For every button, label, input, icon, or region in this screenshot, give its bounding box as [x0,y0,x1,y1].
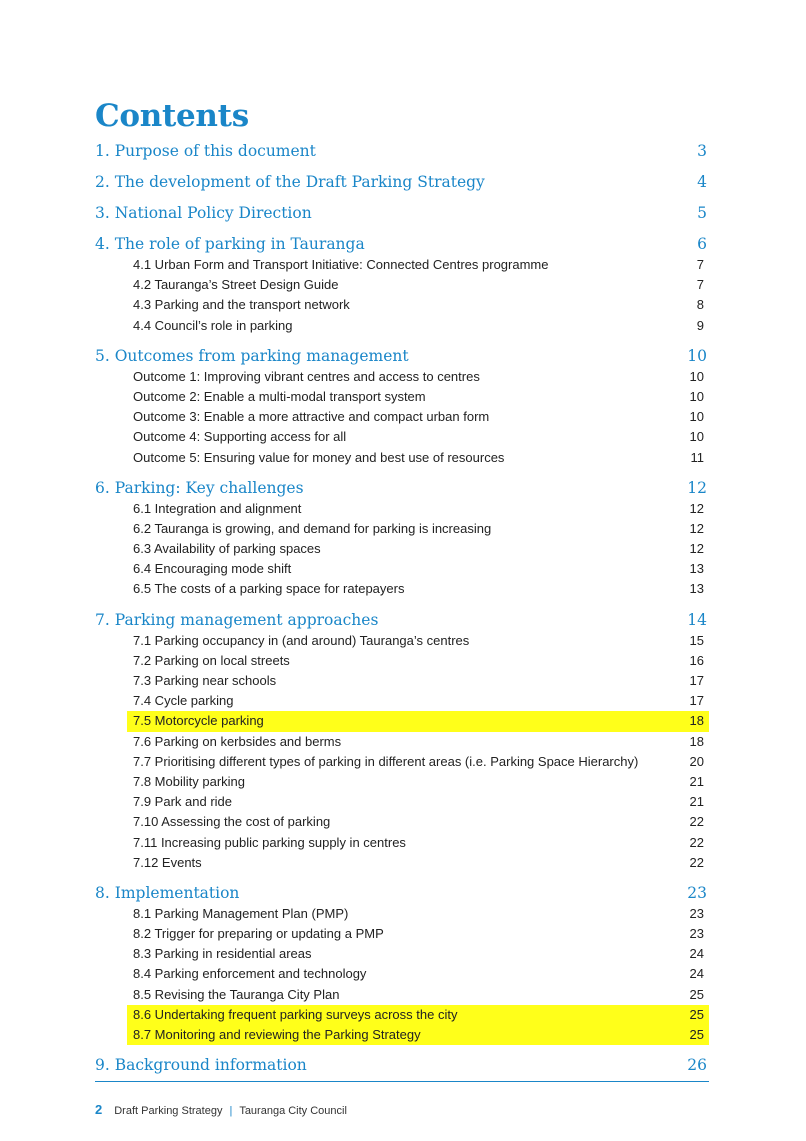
toc-entry[interactable] [95,407,709,427]
toc-section-page: 5 [697,204,707,222]
toc-entry[interactable] [95,792,709,812]
toc-entry-title: 7.3 Parking near schools [133,673,277,688]
toc-entry[interactable] [95,651,709,671]
footer-separator: | [229,1105,233,1117]
toc-section-page: 3 [697,142,707,160]
toc-entry[interactable] [95,772,709,792]
toc-entry[interactable] [95,752,709,772]
toc-entry-title: 8.4 Parking enforcement and technology [133,966,367,982]
toc-entry-title: 8.3 Parking in residential areas [133,946,312,962]
toc-subsection-list [95,255,709,336]
toc-section-title: 8. Implementation [95,883,240,902]
toc-entry[interactable] [95,448,709,468]
toc-entry[interactable] [95,732,709,752]
toc-entry-page: 22 [689,834,704,850]
toc-section-heading[interactable] [95,609,709,631]
toc-entry-highlighted[interactable] [127,1025,709,1045]
toc-entry-page: 23 [689,926,704,942]
toc-entry[interactable] [95,539,709,559]
toc-entry-page: 25 [689,986,704,1002]
toc-entry-title: Outcome 2: Enable a multi-modal transport system [133,388,426,404]
toc-entry[interactable] [95,944,709,964]
toc-entry-page: 12 [689,520,704,536]
toc-entry[interactable] [95,691,709,711]
toc-entry-page: 17 [689,693,704,709]
toc-entry-page: 10 [689,388,704,404]
toc-section [95,345,709,468]
toc-entry-title: 4.4 Council’s role in parking [133,317,293,333]
toc-entry-title: 7.4 Cycle parking [133,693,234,709]
toc-entry[interactable] [95,295,709,315]
toc-entry-page: 9 [696,317,704,333]
toc-entry[interactable] [95,964,709,984]
toc-entry[interactable] [95,853,709,873]
toc-section-page: 10 [687,346,707,365]
toc-entry-title: Outcome 5: Ensuring value for money and best use of resources [133,449,505,465]
toc-section-page: 12 [687,478,707,497]
toc-entry[interactable] [95,275,709,295]
toc-entry-title: 7.1 Parking occupancy in (and around) Tauranga’s centres [133,632,470,648]
table-of-contents [95,140,709,1076]
toc-entry-page: 16 [689,652,704,668]
toc-section [95,477,709,600]
toc-entry-page: 25 [689,1027,704,1042]
footer-page-number: 2 [95,1102,103,1117]
toc-entry-page: 12 [689,500,704,516]
toc-entry-title: 8.2 Trigger for preparing or updating a PMP [133,926,384,942]
toc-entry-page: 20 [689,753,704,769]
toc-section-heading[interactable] [95,345,709,367]
toc-entry-page: 10 [689,429,704,445]
toc-entry[interactable] [95,671,709,691]
toc-section-page: 14 [687,610,707,629]
toc-entry-title: 4.1 Urban Form and Transport Initiative: Connected Centres programme [133,257,549,272]
toc-entry-title: 7.8 Mobility parking [133,773,245,789]
toc-entry[interactable] [95,519,709,539]
toc-section-heading[interactable] [95,202,709,224]
toc-entry[interactable] [95,427,709,447]
toc-entry[interactable] [95,559,709,579]
toc-entry-page: 8 [696,297,704,313]
toc-subsection-list [95,499,709,600]
toc-entry-page: 18 [689,733,704,749]
footer-organisation: Tauranga City Council [239,1105,347,1117]
toc-section-title: 3. National Policy Direction [95,204,312,222]
toc-section-title: 4. The role of parking in Tauranga [95,235,365,253]
toc-entry-page: 12 [689,541,704,557]
toc-section-title: 9. Background information [95,1056,307,1075]
toc-entry[interactable] [95,833,709,853]
toc-entry-title: 7.9 Park and ride [133,794,233,810]
toc-section-title: 1. Purpose of this document [95,142,316,160]
toc-entry-title: 7.10 Assessing the cost of parking [133,814,331,830]
toc-entry-title: 8.7 Monitoring and reviewing the Parking Strategy [133,1027,421,1042]
toc-entry-page: 25 [689,1006,704,1022]
toc-entry-title: 6.4 Encouraging mode shift [133,561,292,577]
toc-entry-title: 8.1 Parking Management Plan (PMP) [133,905,349,921]
toc-entry-title: Outcome 3: Enable a more attractive and compact urban form [133,409,490,425]
toc-section-heading[interactable] [95,477,709,499]
toc-entry[interactable] [95,316,709,336]
toc-entry-page: 7 [696,277,704,293]
toc-entry-title: 6.5 The costs of a parking space for ratepayers [133,581,405,597]
toc-entry-page: 18 [689,713,704,729]
toc-subsection-list [95,904,709,1045]
page-title: Contents [95,98,249,134]
toc-entry-page: 21 [689,794,704,810]
toc-section [95,1054,709,1076]
page-footer [95,1102,347,1117]
toc-entry-title: 4.2 Tauranga’s Street Design Guide [133,277,339,293]
toc-section-title: 6. Parking: Key challenges [95,478,304,497]
toc-entry-title: 6.1 Integration and alignment [133,500,302,516]
toc-entry-title: Outcome 4: Supporting access for all [133,429,347,445]
toc-entry[interactable] [95,904,709,924]
toc-section-page: 26 [687,1056,707,1075]
toc-section [95,233,709,336]
toc-entry[interactable] [95,387,709,407]
toc-entry-page: 17 [689,673,704,688]
toc-entry-page: 10 [689,409,704,425]
toc-subsection-list [95,631,709,873]
toc-entry[interactable] [95,499,709,519]
toc-subsection-list [95,367,709,468]
toc-section-page: 4 [697,173,707,191]
toc-entry-page: 22 [689,814,704,830]
toc-entry-title: 7.2 Parking on local streets [133,652,290,668]
toc-entry-title: Outcome 1: Improving vibrant centres and access to centres [133,368,480,384]
toc-entry-page: 10 [689,368,704,384]
toc-entry-page: 13 [689,581,704,597]
toc-entry-page: 21 [689,773,704,789]
footer-document-title: Draft Parking Strategy [114,1105,223,1117]
toc-section [95,609,709,873]
toc-entry[interactable] [95,579,709,599]
toc-entry-title: 7.7 Prioritising different types of parking in different areas (i.e. Parking Space Hierarchy) [133,753,639,769]
toc-entry-page: 24 [689,966,704,982]
toc-section-heading[interactable] [95,882,709,904]
toc-entry-title: 8.5 Revising the Tauranga City Plan [133,986,340,1002]
toc-entry-title: 4.3 Parking and the transport network [133,297,350,313]
toc-section [95,202,709,224]
toc-section-title: 5. Outcomes from parking management [95,346,409,365]
toc-entry-page: 15 [689,632,704,648]
toc-entry-highlighted[interactable] [127,711,709,731]
toc-section-page: 23 [687,883,707,902]
toc-section [95,882,709,1045]
footer-divider [95,1081,709,1082]
toc-entry-title: 6.3 Availability of parking spaces [133,541,321,557]
toc-entry-title: 8.6 Undertaking frequent parking surveys across the city [133,1006,458,1022]
toc-section [95,171,709,193]
toc-entry[interactable] [95,985,709,1005]
toc-entry-page: 23 [689,905,704,921]
toc-entry-title: 6.2 Tauranga is growing, and demand for parking is increasing [133,520,492,536]
toc-section-page: 6 [697,235,707,253]
toc-entry-page: 22 [689,854,704,870]
toc-entry-page: 13 [689,561,704,577]
toc-entry-page: 24 [689,946,704,962]
toc-entry[interactable] [95,924,709,944]
toc-section-title: 7. Parking management approaches [95,610,379,629]
toc-section-heading[interactable] [95,171,709,193]
toc-entry[interactable] [95,812,709,832]
toc-section-heading[interactable] [95,140,709,162]
toc-entry-title: 7.12 Events [133,854,202,870]
toc-entry-title: 7.11 Increasing public parking supply in centres [133,834,406,850]
toc-entry[interactable] [95,631,709,651]
toc-section-heading[interactable] [95,1054,709,1076]
toc-entry-title: 7.6 Parking on kerbsides and berms [133,733,342,749]
toc-entry-page: 7 [696,257,704,272]
toc-entry-page: 11 [690,449,704,465]
toc-section-heading[interactable] [95,233,709,255]
toc-entry[interactable] [95,367,709,387]
toc-section-title: 2. The development of the Draft Parking Strategy [95,173,485,191]
toc-entry-title: 7.5 Motorcycle parking [133,713,264,729]
toc-entry[interactable] [95,255,709,275]
toc-entry-highlighted[interactable] [127,1005,709,1025]
toc-section [95,140,709,162]
